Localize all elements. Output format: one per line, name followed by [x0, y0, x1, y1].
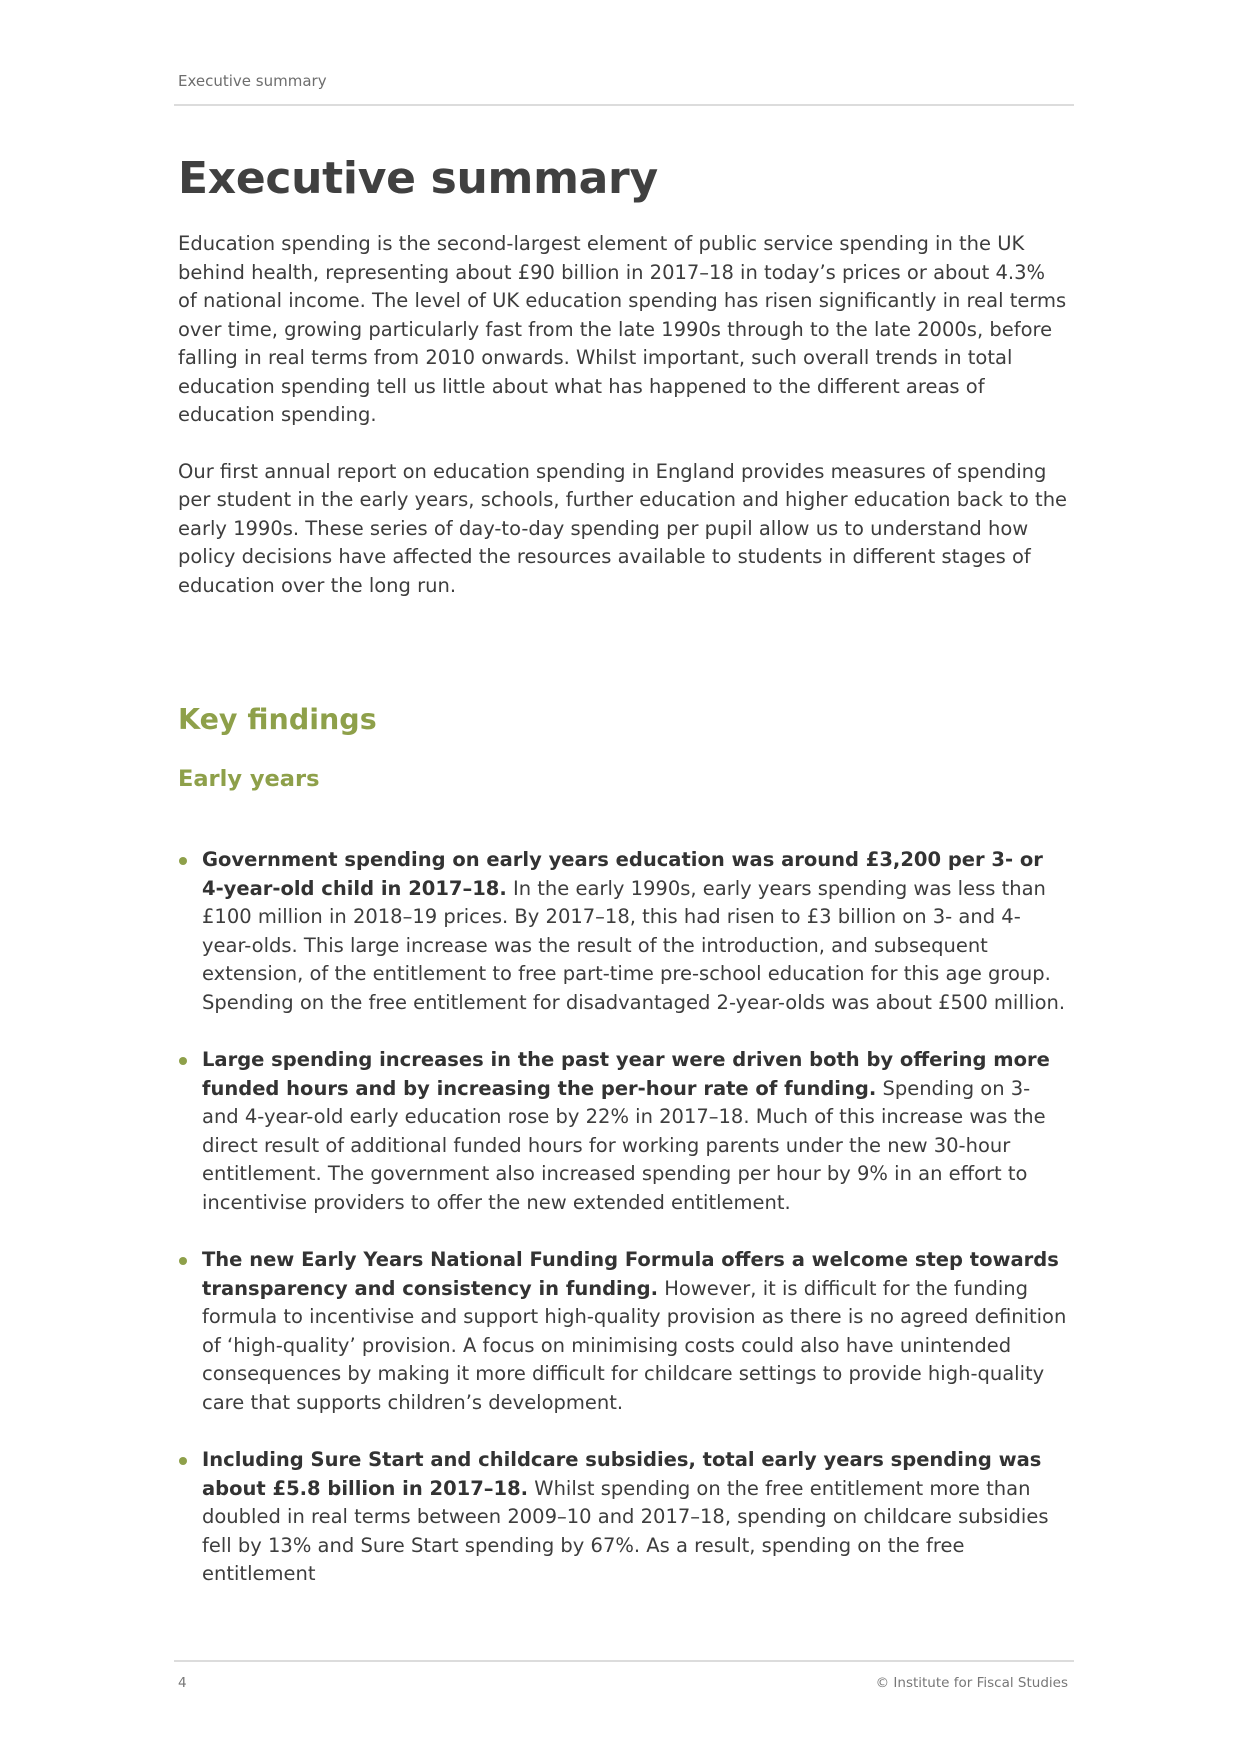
finding-lead: Large spending increases in the past year were driven both by offering more funded hours and by increasing the per-hour rate of funding. — [202, 1048, 1050, 1100]
footer-divider — [174, 1660, 1074, 1662]
bullet-icon — [179, 1457, 187, 1465]
finding-lead: Including Sure Start and childcare subsidies, total early years spending was about £5.8 billion in 2017–18. — [202, 1448, 1042, 1500]
finding-text: Spending on 3- and 4-year-old early education rose by 22% in 2017–18. Much of this increase was the direct result of additional funded hours for working parents under the new 30-hour entitlement. The government also increased spending per hour by 9% in an effort to incentivise providers to offer the new extended entitlement. — [202, 1076, 1046, 1214]
copyright-notice: © Institute for Fiscal Studies — [875, 1675, 1068, 1691]
finding-lead: The new Early Years National Funding Formula offers a welcome step towards transparency and consistency in funding. — [202, 1248, 1059, 1300]
bullet-icon — [179, 1057, 187, 1065]
page-number: 4 — [178, 1675, 187, 1691]
list-item — [178, 1046, 1068, 1217]
intro-paragraph-2: Our first annual report on education spending in England provides measures of spending per student in the early years, schools, further education and higher education back to the early 1990s. These series of day-to-day spending per pupil allow us to understand how policy decisions have affected the resources available to students in different stages of education over the long run. — [178, 459, 1068, 597]
list-item — [178, 1446, 1068, 1589]
bullet-icon — [179, 857, 187, 865]
findings-list — [178, 846, 1068, 1589]
list-item — [178, 1246, 1068, 1417]
section-heading-key-findings: Key findings — [178, 703, 377, 736]
finding-lead: Government spending on early years education was around £3,200 per 3- or 4-year-old child in 2017–18. — [202, 848, 1043, 900]
page-title: Executive summary — [178, 153, 658, 204]
intro-paragraph-1: Education spending is the second-largest element of public service spending in the UK behind health, representing about £90 billion in 2017–18 in today’s prices or about 4.3% of national income. The level of UK education spending has risen significantly in real terms over time, growing particularly fast from the late 1990s through to the late 2000s, before falling in real terms from 2010 onwards. Whilst important, such overall trends in total education spending tell us little about what has happened to the different areas of education spending. — [178, 232, 1067, 426]
main-content — [178, 150, 1068, 1618]
running-header: Executive summary — [178, 72, 327, 90]
subsection-heading-early-years: Early years — [178, 766, 320, 792]
finding-text: In the early 1990s, early years spending was less than £100 million in 2018–19 prices. By 2017–18, this had risen to £3 billion on 3- and 4-year-olds. This large increase was the result of the introduction, and subsequent extension, of the entitlement to free part-time pre-school education for this age group. Spending on the free entitlement for disadvantaged 2-year-olds was about £500 million. — [202, 876, 1066, 1014]
finding-text: However, it is difficult for the funding formula to incentivise and support high-quality provision as there is no agreed definition of ‘high-quality’ provision. A focus on minimising costs could also have unintended consequences by making it more difficult for childcare settings to provide high-quality care that supports children’s development. — [202, 1276, 1067, 1414]
list-item — [178, 846, 1068, 1017]
bullet-icon — [179, 1257, 187, 1265]
header-divider — [174, 104, 1074, 106]
finding-text: Whilst spending on the free entitlement more than doubled in real terms between 2009–10 and 2017–18, spending on childcare subsidies fell by 13% and Sure Start spending by 67%. As a result, spending on the free entitlement — [202, 1476, 1049, 1585]
